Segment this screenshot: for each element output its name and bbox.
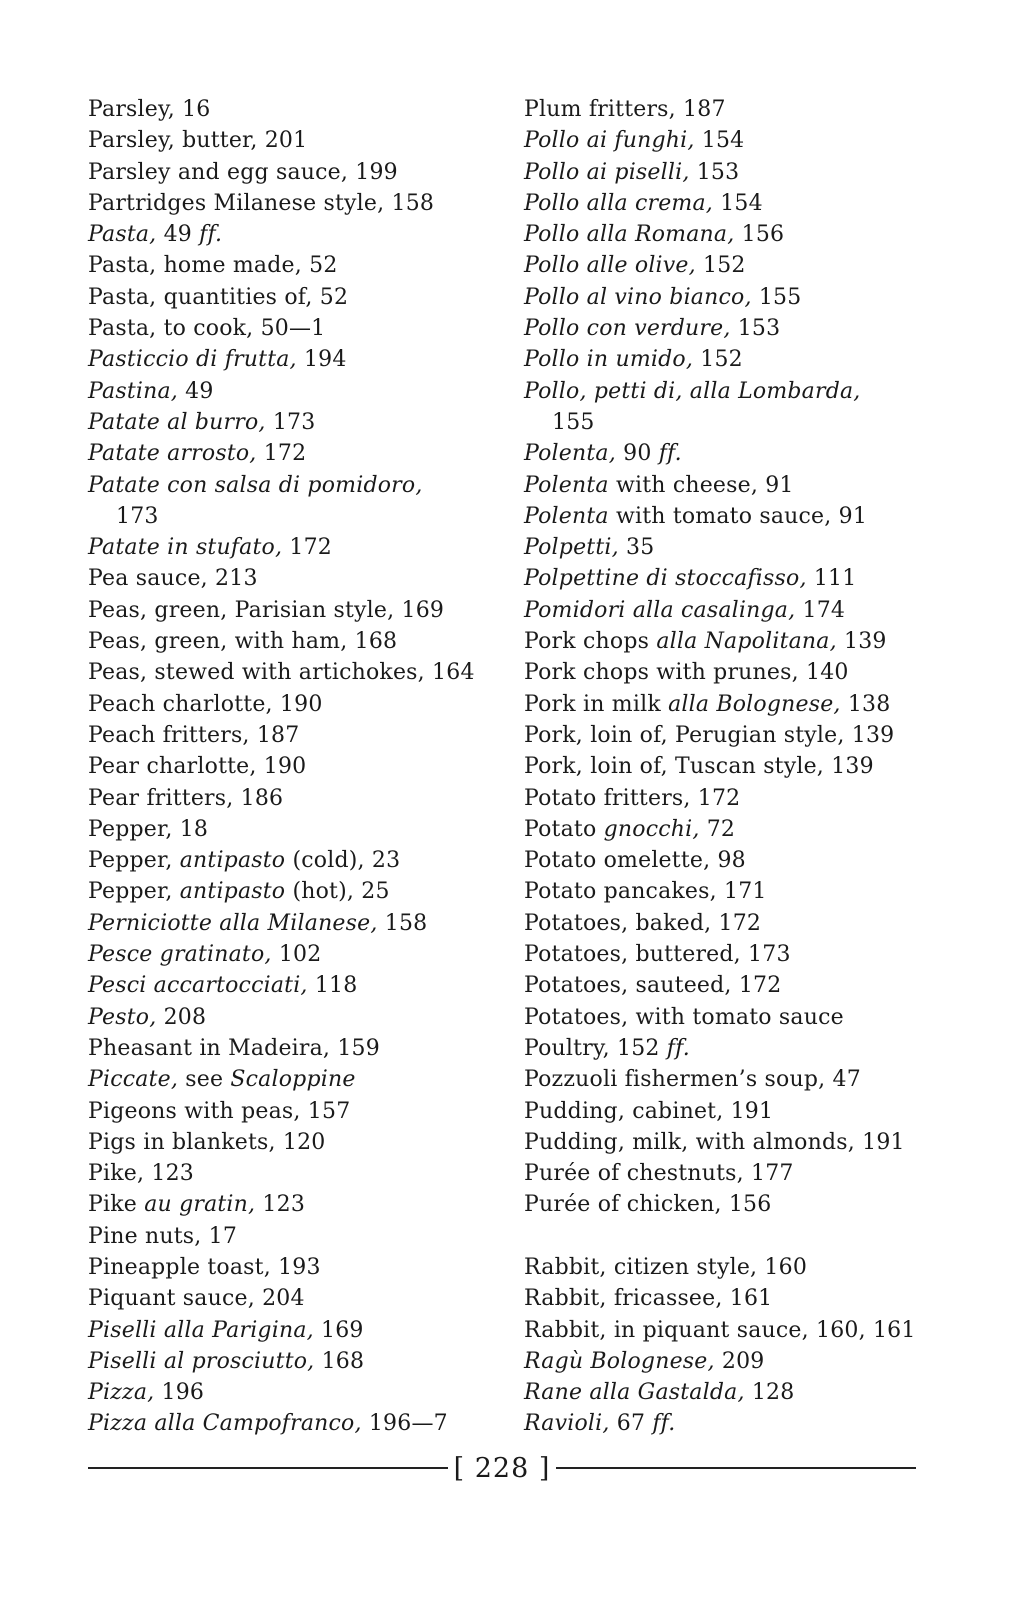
index-entry: [88, 1315, 508, 1346]
entry-text: alla Bolognese,: [668, 691, 841, 717]
index-entry: [524, 939, 984, 970]
entry-text: Pozzuoli fishermen’s soup, 47: [524, 1067, 861, 1093]
entry-text: Parsley, 16: [88, 97, 211, 122]
entry-text: Partridges Milanese style, 158: [88, 190, 435, 216]
entry-text: au gratin,: [144, 1192, 256, 1218]
entry-text: Pollo alla Romana,: [524, 222, 735, 248]
entry-text: 123: [255, 1192, 306, 1218]
entry-text: Purée of chestnuts, 177: [524, 1161, 794, 1187]
entry-text: 208: [156, 1004, 207, 1030]
entry-text: 156: [734, 222, 785, 248]
index-entry: [524, 814, 984, 845]
entry-text: Pasticcio di frutta,: [88, 347, 297, 373]
index-entry: [88, 532, 508, 563]
entry-text: Pastina,: [88, 378, 178, 404]
index-entry: [88, 689, 508, 720]
entry-text: Pine nuts, 17: [88, 1223, 238, 1249]
index-entry: [88, 1189, 508, 1220]
entry-text: Potato: [524, 816, 604, 842]
entry-text: Ragù Bolognese,: [524, 1348, 715, 1374]
entry-text: Pollo alle olive,: [524, 253, 696, 279]
index-entry: [524, 313, 984, 344]
entry-text: Pea sauce, 213: [88, 566, 258, 592]
entry-text: Rabbit, in piquant sauce, 160, 161: [524, 1317, 916, 1343]
entry-text: Polenta: [524, 503, 609, 529]
entry-text: 172: [256, 441, 307, 467]
index-entry: [88, 125, 508, 156]
index-entry: [88, 563, 508, 594]
entry-text: Pollo alla crema,: [524, 190, 713, 216]
index-entry: [524, 125, 984, 156]
entry-text: 138: [840, 691, 891, 717]
index-column-left: [88, 94, 508, 1440]
index-entry: [524, 970, 984, 1001]
entry-text: 209: [714, 1348, 765, 1374]
entry-text: Peas, stewed with artichokes, 164: [88, 660, 475, 686]
index-entry: [88, 939, 508, 970]
index-entry: [524, 1096, 984, 1127]
entry-text: 152: [695, 253, 746, 279]
entry-text: Potatoes, sauteed, 172: [524, 973, 782, 999]
index-entry: [524, 157, 984, 188]
index-entry: [524, 1158, 984, 1189]
index-entry: [88, 1158, 508, 1189]
entry-text: 128: [744, 1380, 795, 1406]
index-entry: [524, 1346, 984, 1377]
entry-text: Rabbit, citizen style, 160: [524, 1254, 808, 1280]
entry-text: ff.: [652, 1411, 676, 1437]
index-entry: [524, 188, 984, 219]
entry-text: 194: [296, 347, 347, 373]
entry-text: 49: [177, 378, 214, 404]
entry-text: 102: [271, 942, 322, 968]
index-entry: [88, 908, 508, 939]
entry-text: 154: [713, 190, 763, 216]
index-entry: [524, 438, 984, 469]
index-entry: [88, 595, 508, 626]
entry-text: Pollo, petti di, alla Lombarda,: [524, 378, 861, 404]
index-entry: [524, 1002, 984, 1033]
entry-text: Pomidori alla casalinga,: [524, 597, 796, 623]
entry-text: Peas, green, with ham, 168: [88, 629, 398, 655]
entry-text: Potatoes, buttered, 173: [524, 942, 791, 968]
entry-text: Peach fritters, 187: [88, 722, 300, 748]
index-entry: [524, 595, 984, 626]
entry-text: Pike, 123: [88, 1161, 194, 1187]
entry-text: Pepper, 18: [88, 816, 209, 842]
entry-text: 155: [751, 284, 802, 310]
index-entry: [524, 94, 984, 125]
entry-text: 174: [795, 597, 846, 623]
index-entry: [88, 783, 508, 814]
entry-text: 118: [307, 973, 358, 999]
entry-text: Patate al burro,: [88, 409, 266, 435]
entry-text: Piccate,: [88, 1067, 179, 1093]
index-entry: [88, 626, 508, 657]
entry-text: (hot), 25: [285, 879, 390, 905]
index-entry: [524, 376, 984, 407]
entry-text: Piselli al prosciutto,: [88, 1348, 315, 1374]
section-gap: [524, 1221, 984, 1252]
index-entry: [88, 1283, 508, 1314]
entry-text: Pasta, to cook, 50—1: [88, 316, 326, 342]
entry-text: Poultry, 152: [524, 1035, 667, 1061]
entry-text: Potato pancakes, 171: [524, 879, 767, 905]
entry-text: Potatoes, baked, 172: [524, 910, 762, 936]
entry-text: Patate con salsa di pomidoro,: [88, 472, 423, 498]
entry-text: Pike: [88, 1192, 145, 1218]
entry-text: Pepper,: [88, 879, 180, 905]
index-entry: [88, 1346, 508, 1377]
entry-text: 158: [377, 910, 428, 936]
index-entry: [524, 689, 984, 720]
index-entry: [88, 313, 508, 344]
entry-text: Pepper,: [88, 848, 180, 874]
index-entry: [524, 1064, 984, 1095]
index-entry: [524, 720, 984, 751]
page-number: [ 228 ]: [453, 1452, 551, 1484]
index-entry: [524, 219, 984, 250]
index-entry: [524, 1315, 984, 1346]
entry-text: Pizza,: [88, 1380, 155, 1406]
entry-text: Pollo al vino bianco,: [524, 284, 752, 310]
entry-text: Pasta,: [88, 222, 157, 248]
index-entry: [524, 344, 984, 375]
index-entry: [88, 1002, 508, 1033]
index-entry: [88, 470, 508, 501]
index-entry: [88, 1408, 508, 1439]
entry-text: Polpetti,: [524, 535, 619, 561]
index-entry: [88, 814, 508, 845]
index-entry: [524, 1189, 984, 1220]
entry-text: 173: [116, 503, 159, 529]
index-entry-continuation: [524, 407, 984, 438]
entry-text: Piquant sauce, 204: [88, 1286, 305, 1312]
entry-text: Pineapple toast, 193: [88, 1254, 321, 1280]
index-entry: [88, 751, 508, 782]
entry-text: Scaloppine: [230, 1067, 356, 1093]
index-entry: [524, 876, 984, 907]
index-entry: [88, 1064, 508, 1095]
entry-text: 196—7: [361, 1411, 448, 1437]
entry-text: Polenta,: [524, 441, 616, 467]
entry-text: Parsley, butter, 201: [88, 128, 308, 154]
index-entry: [88, 188, 508, 219]
entry-text: Perniciotte alla Milanese,: [88, 910, 378, 936]
entry-text: Pesce gratinato,: [88, 942, 272, 968]
index-entry: [88, 970, 508, 1001]
index-entry: [88, 876, 508, 907]
entry-text: Peas, green, Parisian style, 169: [88, 597, 445, 623]
entry-text: gnocchi,: [603, 816, 700, 842]
index-entry: [524, 532, 984, 563]
index-entry: [524, 845, 984, 876]
entry-text: Peach charlotte, 190: [88, 691, 323, 717]
entry-text: 168: [314, 1348, 365, 1374]
index-entry: [88, 157, 508, 188]
index-entry: [524, 563, 984, 594]
entry-text: Plum fritters, 187: [524, 97, 726, 122]
entry-text: 72: [699, 816, 736, 842]
entry-text: Pizza alla Campofranco,: [88, 1411, 362, 1437]
index-entry: [524, 1252, 984, 1283]
entry-text: Pear fritters, 186: [88, 785, 284, 811]
index-entry: [524, 1408, 984, 1439]
entry-text: 154: [694, 128, 745, 154]
entry-text: with tomato sauce, 91: [608, 503, 868, 529]
index-column-right: [524, 94, 984, 1440]
entry-text: 172: [282, 535, 332, 561]
index-entry: [88, 720, 508, 751]
entry-text: Pork chops with prunes, 140: [524, 660, 849, 686]
entry-text: Piselli alla Parigina,: [88, 1317, 314, 1343]
index-entry: [88, 219, 508, 250]
entry-text: 49: [156, 222, 200, 248]
entry-text: Pear charlotte, 190: [88, 754, 307, 780]
entry-text: Purée of chicken, 156: [524, 1192, 772, 1218]
index-entry: [88, 845, 508, 876]
footer-rule-right: [556, 1467, 916, 1469]
index-entry-continuation: [88, 501, 508, 532]
entry-text: ff.: [666, 1035, 690, 1061]
index-entry: [524, 751, 984, 782]
entry-text: 111: [806, 566, 857, 592]
index-entry: [88, 250, 508, 281]
entry-text: ff.: [199, 222, 223, 248]
entry-text: Ravioli,: [524, 1411, 610, 1437]
index-entry: [88, 1033, 508, 1064]
entry-text: Polenta: [524, 472, 609, 498]
index-entry: [524, 250, 984, 281]
entry-text: alla Napolitana,: [656, 629, 837, 655]
entry-text: Pork chops: [524, 629, 657, 655]
entry-text: Pasta, quantities of, 52: [88, 284, 349, 310]
entry-text: Pesto,: [88, 1004, 157, 1030]
footer-rule-left: [88, 1467, 448, 1469]
entry-text: see: [178, 1067, 231, 1093]
entry-text: 35: [618, 535, 655, 561]
index-entry: [524, 1283, 984, 1314]
index-entry: [524, 908, 984, 939]
index-entry: [88, 1127, 508, 1158]
entry-text: Potato fritters, 172: [524, 785, 741, 811]
index-entry: [88, 657, 508, 688]
index-entry: [524, 1377, 984, 1408]
entry-text: antipasto: [179, 879, 286, 905]
entry-text: 169: [313, 1317, 364, 1343]
entry-text: Pasta, home made, 52: [88, 253, 338, 279]
entry-text: Rane alla Gastalda,: [524, 1380, 745, 1406]
entry-text: 196: [154, 1380, 205, 1406]
entry-text: Pollo ai funghi,: [524, 128, 695, 154]
entry-text: Pork, loin of, Perugian style, 139: [524, 722, 895, 748]
index-entry: [524, 657, 984, 688]
index-entry: [88, 94, 508, 125]
entry-text: Pudding, cabinet, 191: [524, 1098, 774, 1124]
entry-text: Rabbit, fricassee, 161: [524, 1286, 773, 1312]
entry-text: Pollo ai piselli,: [524, 159, 690, 185]
index-entry: [524, 501, 984, 532]
entry-text: 153: [689, 159, 740, 185]
index-entry: [524, 626, 984, 657]
entry-text: Pesci accartocciati,: [88, 973, 308, 999]
entry-text: Pudding, milk, with almonds, 191: [524, 1129, 905, 1155]
entry-text: with cheese, 91: [608, 472, 794, 498]
entry-text: 153: [730, 316, 781, 342]
entry-text: Patate in stufato,: [88, 535, 283, 561]
index-entry: [524, 1033, 984, 1064]
index-entry: [88, 282, 508, 313]
entry-text: 90: [615, 441, 659, 467]
index-entry: [524, 282, 984, 313]
index-entry: [88, 1252, 508, 1283]
entry-text: ff.: [658, 441, 682, 467]
index-entry: [88, 1221, 508, 1252]
entry-text: Pigs in blankets, 120: [88, 1129, 326, 1155]
entry-text: 173: [265, 409, 316, 435]
index-entry: [88, 344, 508, 375]
index-entry: [88, 376, 508, 407]
index-entry: [88, 407, 508, 438]
entry-text: 155: [552, 409, 595, 435]
entry-text: 139: [836, 629, 887, 655]
index-entry: [524, 470, 984, 501]
entry-text: Pork in milk: [524, 691, 669, 717]
index-entry: [524, 783, 984, 814]
index-entry: [88, 1096, 508, 1127]
index-entry: [88, 438, 508, 469]
entry-text: Pork, loin of, Tuscan style, 139: [524, 754, 874, 780]
entry-text: (cold), 23: [285, 848, 401, 874]
page-footer: [88, 1448, 916, 1488]
entry-text: Parsley and egg sauce, 199: [88, 159, 398, 185]
index-entry: [88, 1377, 508, 1408]
entry-text: Pollo con verdure,: [524, 316, 731, 342]
entry-text: 152: [693, 347, 743, 373]
entry-text: Polpettine di stoccafisso,: [524, 566, 807, 592]
entry-text: Pigeons with peas, 157: [88, 1098, 351, 1124]
entry-text: Potato omelette, 98: [524, 848, 746, 874]
entry-text: Pheasant in Madeira, 159: [88, 1035, 380, 1061]
entry-text: Patate arrosto,: [88, 441, 257, 467]
entry-text: 67: [609, 1411, 653, 1437]
entry-text: Potatoes, with tomato sauce: [524, 1004, 844, 1030]
index-entry: [524, 1127, 984, 1158]
entry-text: Pollo in umido,: [524, 347, 694, 373]
entry-text: antipasto: [179, 848, 286, 874]
